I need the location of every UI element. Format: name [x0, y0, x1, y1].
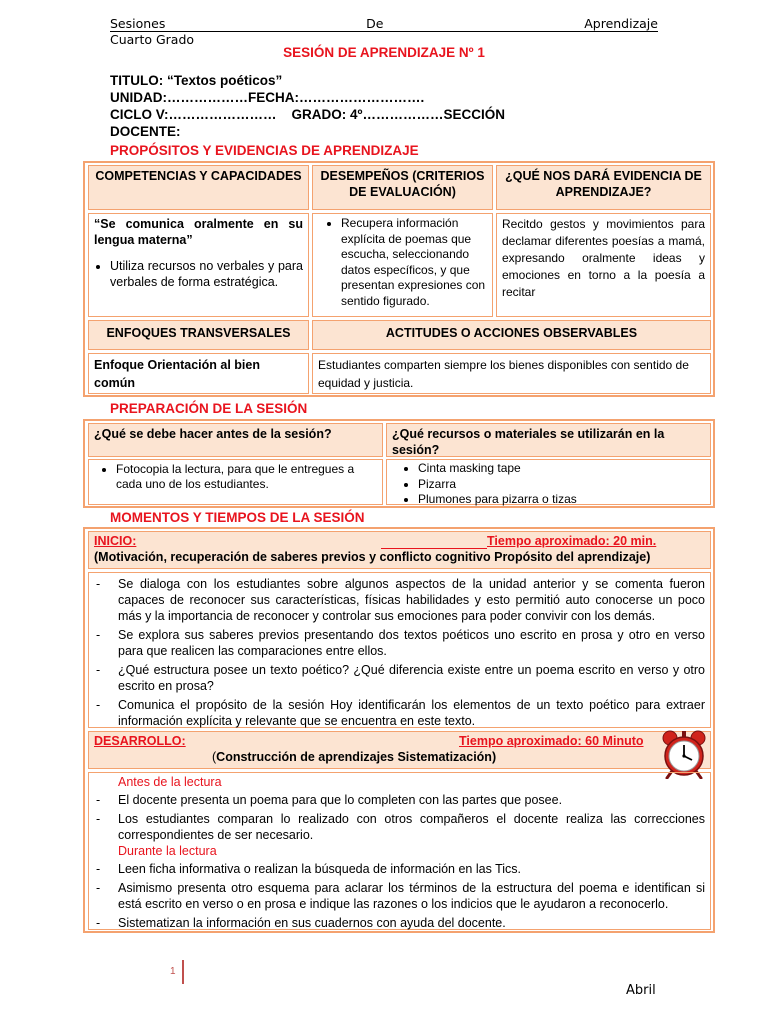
desarrollo-label: DESARROLLO:	[94, 734, 186, 748]
performance-cell	[312, 213, 493, 317]
prep-before-cell	[88, 459, 383, 505]
durante-item: - Sistematizan la información en sus cuadernos con ayuda del docente.	[94, 915, 705, 931]
inicio-item: - Comunica el propósito de la sesión Hoy identificarán los elementos de un texto poético para extraer información explícita y relevante que se encuentra en este texto.	[94, 697, 705, 729]
inicio-item: - Se explora sus saberes previos presentando dos textos poéticos uno escrito en prosa y otro en verso para que realicen las comparaciones entre ellos.	[94, 627, 705, 659]
prep-question-materials: ¿Qué recursos o materiales se utilizarán en la sesión?	[386, 423, 711, 457]
desarrollo-subtitle-paren: (	[212, 750, 217, 764]
session-info	[110, 72, 505, 140]
info-titulo: TITULO: “Textos poéticos”	[110, 73, 283, 88]
approach-header: ENFOQUES TRANSVERSALES	[88, 320, 309, 350]
durante-item: - Asimismo presenta otro esquema para aclarar los términos de la estructura del poema e identifican si está escrito en verso o en prosa e indique las razones o los indicios que le ayudaron a reconocerlo.	[94, 880, 705, 912]
inicio-item: - Se dialoga con los estudiantes sobre algunos aspectos de la unidad anterior y se comenta fueron capaces de reconocer sus características, físicas habilidades y esto permitió auto conocerse un poco más y la importancia de reconocer y controlar sus emociones para poder convivir con los demás.	[94, 576, 705, 624]
inicio-item: - ¿Qué estructura posee un texto poético? ¿Qué diferencia existe entre un poema escrito en verso y otro escrito en prosa?	[94, 662, 705, 694]
header-word-2: De	[366, 16, 384, 31]
col-evidence-header: ¿QUÉ NOS DARÁ EVIDENCIA DE APRENDIZAJE?	[496, 165, 711, 210]
antes-label: Antes de la lectura	[118, 775, 222, 789]
desarrollo-body	[88, 772, 711, 930]
page-number-divider	[182, 960, 184, 984]
material-item: • Cinta masking tape	[418, 461, 705, 477]
prep-before-item: • Fotocopia la lectura, para que le entregues a cada uno de los estudiantes.	[116, 462, 377, 492]
attitude-cell: Estudiantes comparten siempre los bienes disponibles con sentido de equidad y justicia.	[312, 353, 711, 394]
antes-item: - Los estudiantes comparan lo realizado con otros compañeros el docente realiza las correcciones correspondientes de ser necesario.	[94, 811, 705, 843]
prep-materials-cell	[386, 459, 711, 505]
competence-cell	[88, 213, 309, 317]
evidence-cell: Recitdo gestos y movimientos para declamar diferentes poesías a mamá, expresando oralmente ideas y emociones en torno a la poesía a recitar	[496, 213, 711, 317]
inicio-time: Tiempo aproximado: 20 min.	[487, 534, 657, 548]
moments-section-title: MOMENTOS Y TIEMPOS DE LA SESIÓN	[110, 510, 365, 525]
durante-label: Durante la lectura	[118, 844, 217, 858]
purposes-section-title: PROPÓSITOS Y EVIDENCIAS DE APRENDIZAJE	[110, 143, 419, 158]
inicio-subtitle: (Motivación, recuperación de saberes previos y conflicto cognitivo Propósito del aprendizaje)	[94, 550, 651, 564]
footer-month: Abril	[626, 983, 656, 998]
header-word-3: Aprendizaje	[584, 16, 658, 31]
page-header	[110, 16, 658, 47]
performance-item: • Recupera información explícita de poemas que escucha, seleccionando datos específicos, y que presentan expresiones con sentido figurado.	[341, 216, 487, 309]
capacity-item: • Utiliza recursos no verbales y para verbales de forma estratégica.	[110, 258, 303, 290]
material-item: • Pizarra	[418, 477, 705, 493]
desarrollo-subtitle: Construcción de aprendizajes Sistematización)	[216, 750, 497, 764]
info-docente: DOCENTE:	[110, 124, 181, 139]
header-grade: Cuarto Grado	[110, 32, 195, 47]
col-competencies-header: COMPETENCIAS Y CAPACIDADES	[88, 165, 309, 210]
preparation-table	[83, 419, 715, 508]
inicio-header	[88, 531, 711, 569]
preparation-section-title: PREPARACIÓN DE LA SESIÓN	[110, 401, 308, 416]
page-number: 1	[170, 966, 176, 977]
session-title: SESIÓN DE APRENDIZAJE Nº 1	[283, 45, 485, 60]
material-item: • Plumones para pizarra o tizas	[418, 492, 705, 508]
desarrollo-header	[88, 731, 711, 769]
inicio-label: INICIO:	[94, 534, 137, 548]
approach-cell: Enfoque Orientación al bien común	[88, 353, 309, 394]
header-word-1: Sesiones	[110, 16, 166, 31]
prep-question-before: ¿Qué se debe hacer antes de la sesión?	[88, 423, 383, 457]
moments-table	[83, 527, 715, 933]
attitudes-header: ACTITUDES O ACCIONES OBSERVABLES	[312, 320, 711, 350]
desarrollo-time: Tiempo aproximado: 60 Minuto	[459, 734, 644, 748]
info-ciclo: CICLO V:…………………… GRADO: 4º………………SECCIÓN	[110, 107, 505, 122]
antes-item: - El docente presenta un poema para que lo completen con las partes que posee.	[94, 792, 705, 808]
inicio-body	[88, 572, 711, 728]
competence-text: “Se comunica oralmente en su lengua materna”	[94, 217, 303, 247]
purposes-table	[83, 161, 715, 397]
info-unidad: UNIDAD:………………FECHA:……………………….	[110, 90, 425, 105]
col-performance-header: DESEMPEÑOS (CRITERIOS DE EVALUACIÓN)	[312, 165, 493, 210]
durante-item: - Leen ficha informativa o realizan la búsqueda de información en las Tics.	[94, 861, 705, 877]
